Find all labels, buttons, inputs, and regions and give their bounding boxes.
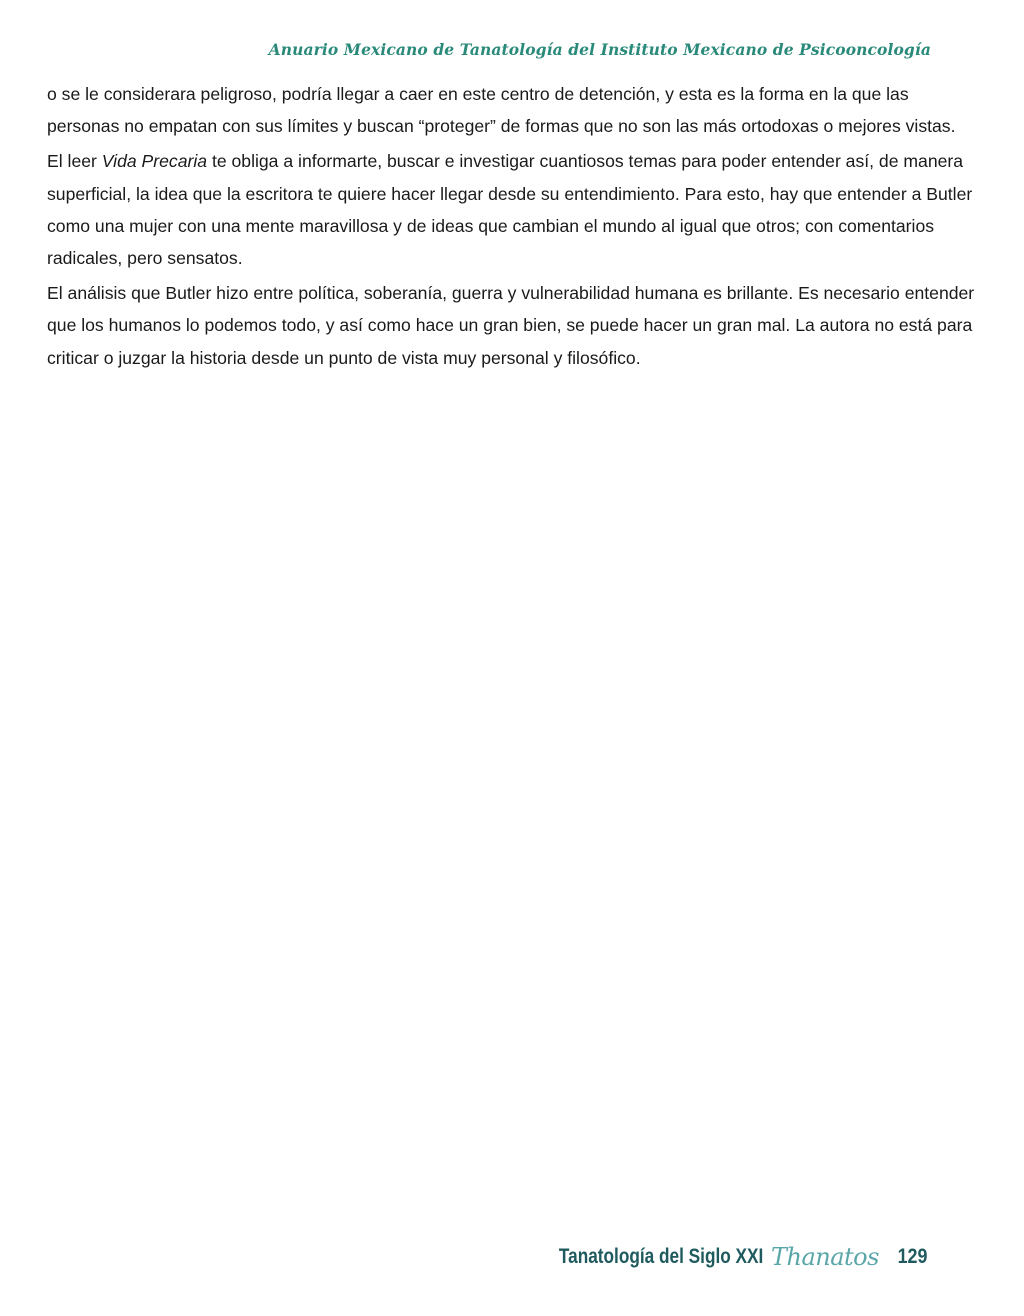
page-number: 129	[897, 1245, 928, 1268]
page-footer	[514, 1243, 930, 1271]
paragraph-3: El análisis que Butler hizo entre política, soberanía, guerra y vulnerabilidad humana es brillante. Es necesario entender que los humanos lo podemos todo, y así como hace un gran bien, se puede hacer un gran mal. La autora no está para criticar o juzgar la historia desde un punto de vista muy personal y filosófico.	[47, 283, 975, 368]
paragraph-2	[47, 145, 982, 274]
paragraph-2-rest: te obliga a informarte, buscar e investigar cuantiosos temas para poder entender así, de manera superficial, la idea que la escritora te quiere hacer llegar desde su entendimiento. Para esto, hay que entender a Butler como una mujer con una mente maravillosa y de ideas que cambian el mundo al igual que otros; con comentarios radicales, pero sensatos.	[47, 151, 973, 269]
paragraph-2-start: El leer	[47, 151, 102, 172]
paragraph-1: o se le considerara peligroso, podría llegar a caer en este centro de detención, y esta es la forma en la que las personas no empatan con sus límites y buscan “proteger” de formas que no son las más ortodoxas o mejores vistas.	[47, 84, 956, 137]
footer-series-title: Tanatología del Siglo XXI	[558, 1245, 763, 1268]
body-text	[47, 78, 982, 377]
running-header: Anuario Mexicano de Tanatología del Instituto Mexicano de Psicooncología	[268, 40, 931, 59]
thanatos-logo: Thanatos	[771, 1243, 879, 1271]
book-title-italic: Vida Precaria	[101, 151, 208, 172]
